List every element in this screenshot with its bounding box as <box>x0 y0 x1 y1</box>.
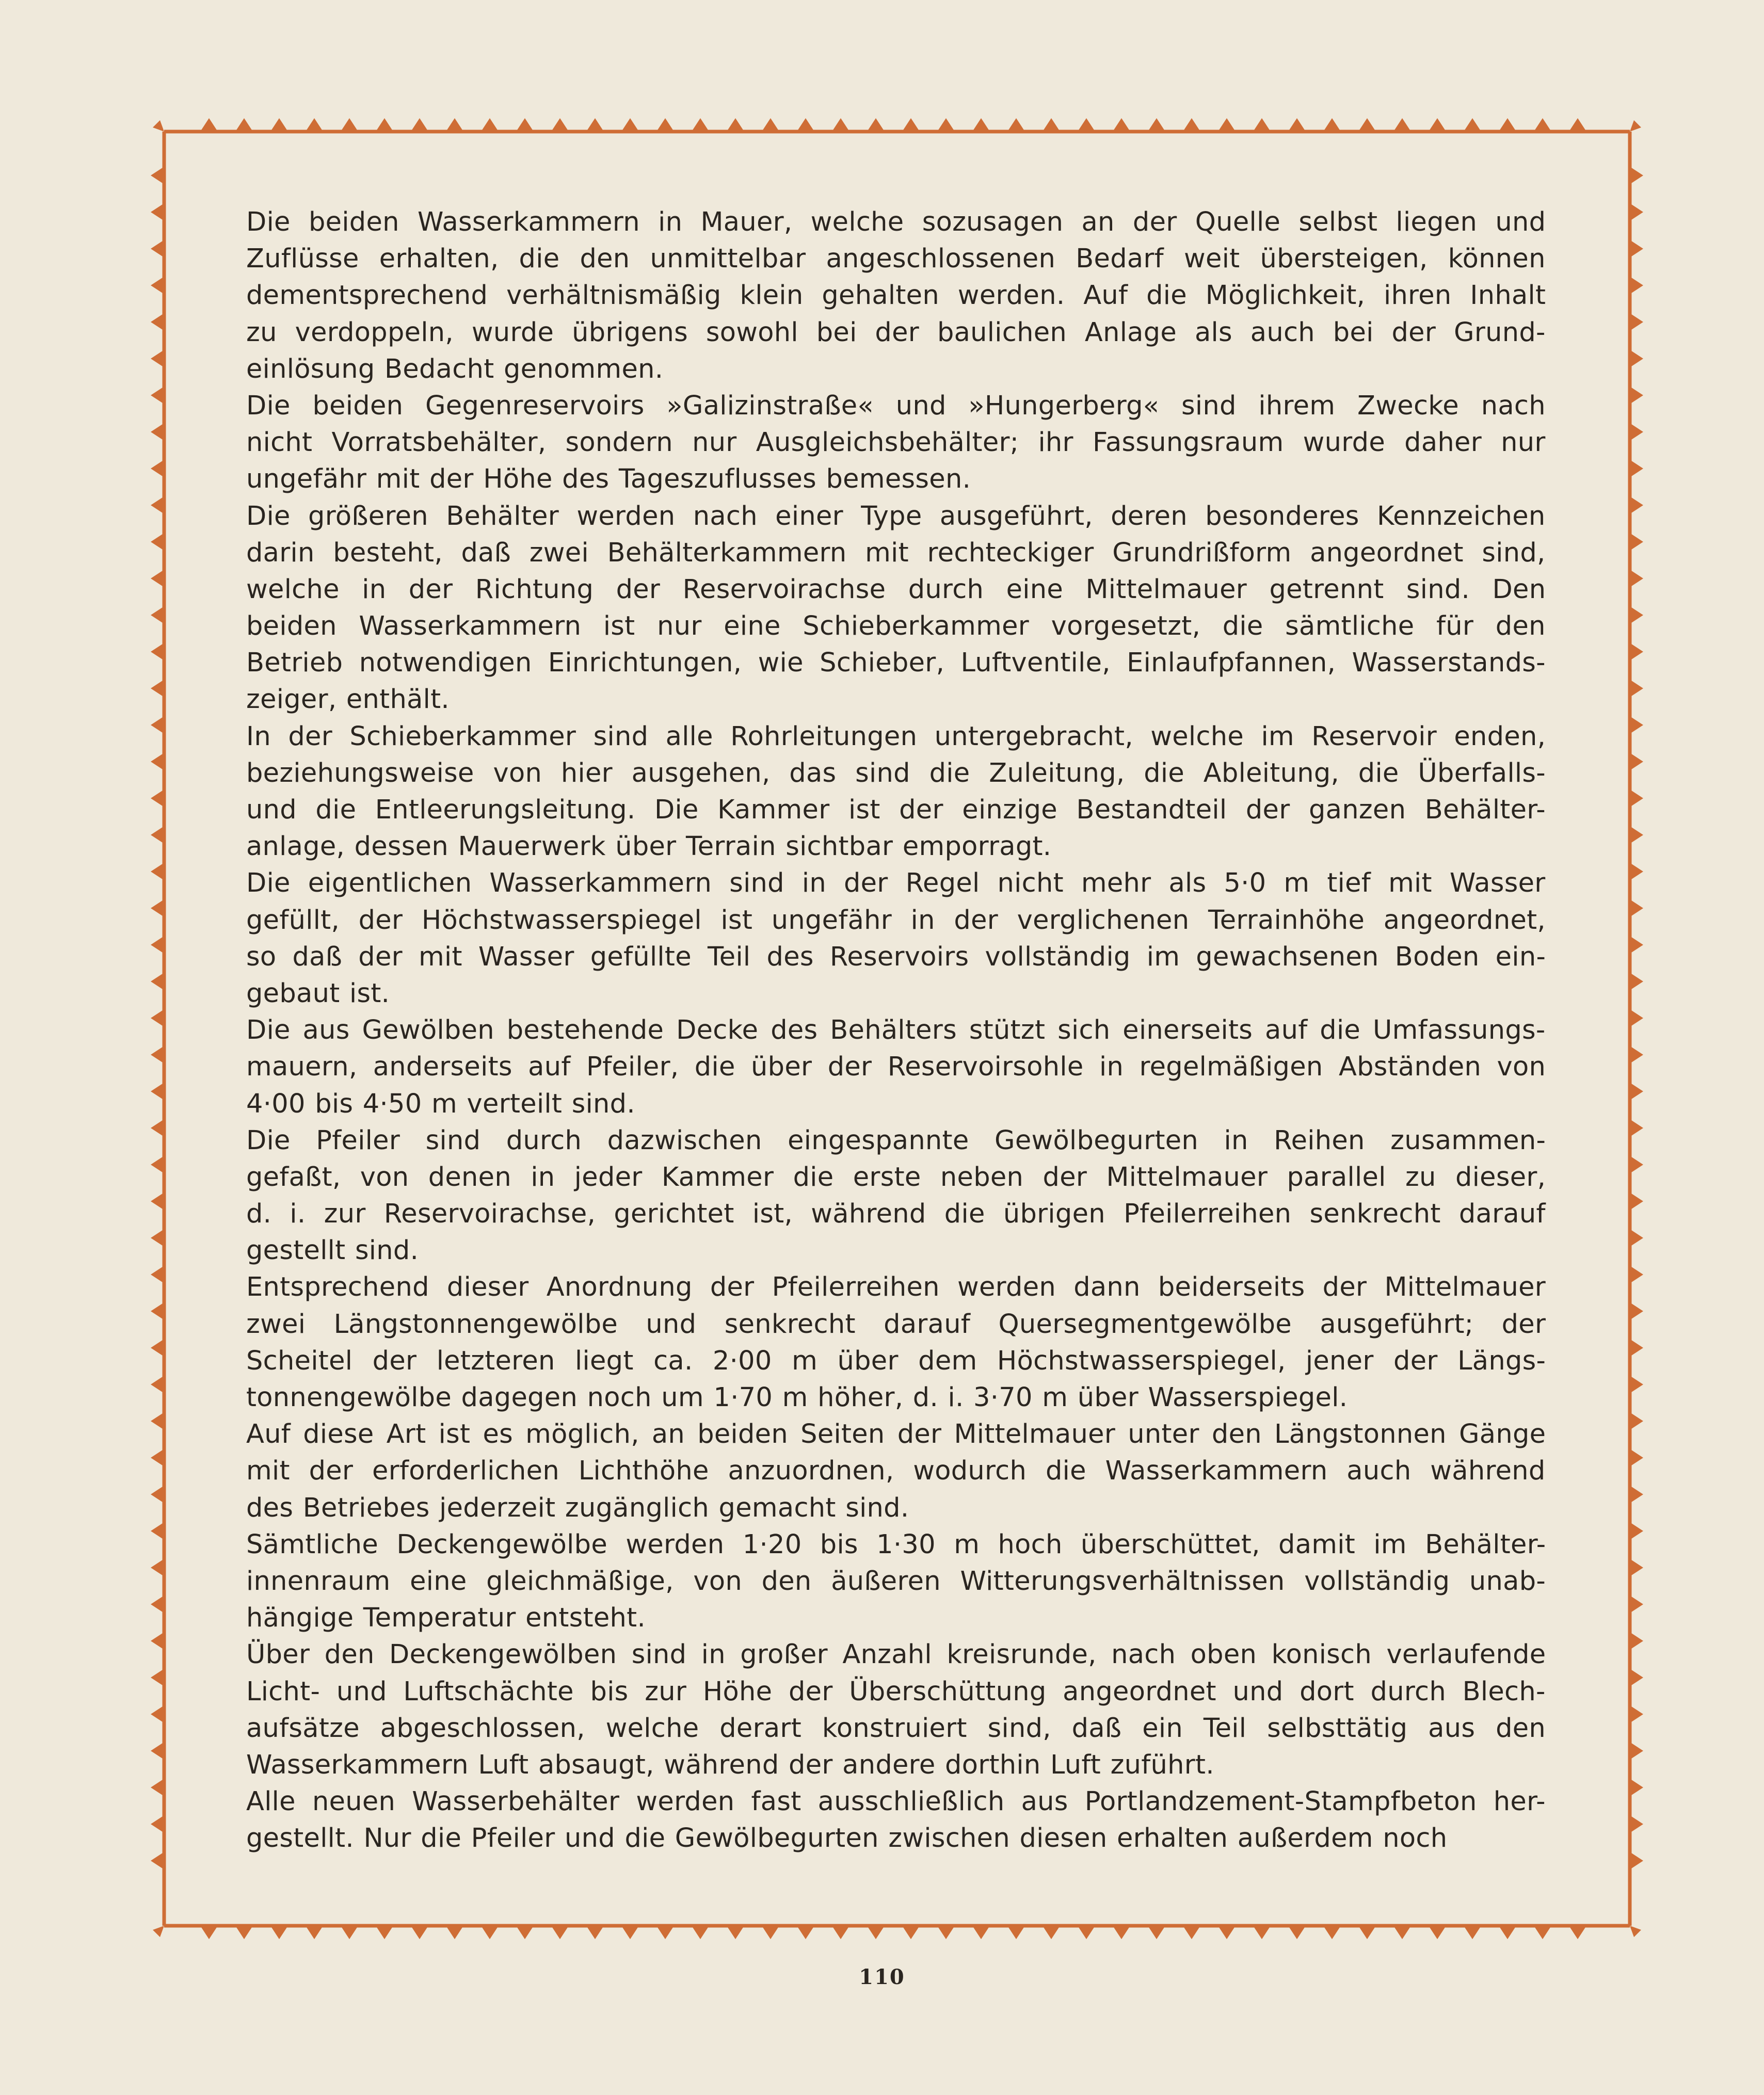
paragraph <box>246 1269 1546 1416</box>
text-line: Wasserkammern Luft absaugt, während der andere dorthin Luft zuführt. <box>246 1749 1214 1780</box>
border-triangle <box>762 118 779 132</box>
border-triangle <box>1393 118 1411 132</box>
border-triangle <box>151 1632 164 1650</box>
border-triangle <box>1630 1486 1643 1503</box>
border-triangle <box>867 1926 885 1939</box>
paragraph <box>246 1526 1546 1637</box>
border-triangle <box>481 118 499 132</box>
border-triangle <box>1630 533 1643 551</box>
border-triangle <box>151 1559 164 1576</box>
border-triangle <box>1464 1926 1481 1939</box>
border-triangle <box>446 1926 463 1939</box>
border-triangle <box>727 1926 744 1939</box>
border-triangle <box>797 118 814 132</box>
border-triangle <box>151 716 164 734</box>
text-line: d. i. zur Reservoirachse, gerichtet ist, während die übrigen Pfeilerreihen senkrecht darauf <box>246 1199 1546 1230</box>
border-triangle <box>411 118 428 132</box>
border-triangle <box>902 118 920 132</box>
text-line: nicht Vorratsbehälter, sondern nur Ausgleichsbehälter; ihr Fassungsraum wurde daher nur <box>246 427 1546 458</box>
border-triangle <box>151 643 164 660</box>
border-triangle <box>151 826 164 844</box>
border-triangle <box>151 899 164 917</box>
border-triangle <box>1630 1632 1643 1650</box>
border-triangle <box>762 1926 779 1939</box>
border-triangle <box>867 118 885 132</box>
border-triangle <box>727 118 744 132</box>
border-triangle <box>832 1926 849 1939</box>
paragraph <box>246 1783 1546 1857</box>
border-triangle <box>151 680 164 697</box>
border-triangle <box>656 118 674 132</box>
border-triangle <box>692 118 709 132</box>
border-triangle <box>551 1926 569 1939</box>
border-triangle <box>151 1596 164 1613</box>
text-line: Auf diese Art ist es möglich, an beiden Seiten der Mittelmauer unter den Längstonnen Gänge <box>246 1419 1546 1450</box>
text-line: gefüllt, der Höchstwasserspiegel ist ungefähr in der verglichenen Terrainhöhe angeordnet, <box>246 905 1546 936</box>
border-triangle <box>1630 789 1643 807</box>
border-triangle <box>151 606 164 624</box>
border-triangle <box>1630 423 1643 441</box>
border-triangle <box>937 1926 955 1939</box>
border-triangle <box>1630 1376 1643 1393</box>
border-triangle <box>1429 118 1446 132</box>
border-triangle <box>200 1926 218 1939</box>
border-triangle <box>1218 1926 1236 1939</box>
border-triangle <box>151 1486 164 1503</box>
border-triangle <box>1078 118 1095 132</box>
border-triangle <box>621 1926 639 1939</box>
border-triangle <box>1630 496 1643 514</box>
border-triangle <box>797 1926 814 1939</box>
border-triangle <box>1630 1266 1643 1283</box>
text-line: dementsprechend verhältnismäßig klein gehalten werden. Auf die Möglichkeit, ihren Inhalt <box>246 280 1546 311</box>
border-triangle <box>1183 118 1200 132</box>
border-triangle <box>516 118 534 132</box>
border-triangle <box>1429 1926 1446 1939</box>
border-triangle <box>1630 826 1643 844</box>
border-triangle <box>1630 716 1643 734</box>
border-corner <box>1630 1926 1641 1937</box>
border-triangle <box>1630 1559 1643 1576</box>
border-triangle <box>151 386 164 404</box>
border-triangle <box>1288 118 1306 132</box>
border-triangle <box>516 1926 534 1939</box>
border-triangle <box>972 118 990 132</box>
border-triangle <box>1288 1926 1306 1939</box>
border-triangle <box>1148 1926 1165 1939</box>
border-triangle <box>1464 118 1481 132</box>
border-triangle <box>972 1926 990 1939</box>
border-triangle <box>1630 753 1643 770</box>
border-triangle <box>1630 1669 1643 1686</box>
border-triangle <box>1630 1742 1643 1760</box>
border-triangle <box>832 118 849 132</box>
border-triangle <box>1253 1926 1271 1939</box>
border-triangle <box>1630 1156 1643 1173</box>
text-line: welche in der Richtung der Reservoirachse durch eine Mittelmauer getrennt sind. Den <box>246 574 1546 605</box>
text-line: Scheitel der letzteren liegt ca. 2·00 m über dem Höchstwasserspiegel, jener der Längs- <box>246 1345 1546 1376</box>
border-triangle <box>937 118 955 132</box>
border-triangle <box>1630 386 1643 404</box>
border-triangle <box>1630 863 1643 880</box>
border-triangle <box>1007 1926 1025 1939</box>
border-triangle <box>1630 313 1643 331</box>
text-line: einlösung Bedacht genommen. <box>246 353 664 384</box>
border-triangle <box>151 533 164 551</box>
text-line: zeiger, enthält. <box>246 684 450 715</box>
paragraph <box>246 204 1546 388</box>
border-triangle <box>1630 277 1643 294</box>
text-line: zu verdoppeln, wurde übrigens sowohl bei der baulichen Anlage als auch bei der Grund- <box>246 317 1546 348</box>
border-triangle <box>1148 118 1165 132</box>
border-triangle <box>151 1742 164 1760</box>
border-triangle <box>341 118 358 132</box>
text-line: Die beiden Wasserkammern in Mauer, welche sozusagen an der Quelle selbst liegen und <box>246 207 1546 237</box>
text-line: des Betriebes jederzeit zugänglich gemacht sind. <box>246 1492 909 1523</box>
border-triangle <box>1630 680 1643 697</box>
border-triangle <box>1499 1926 1516 1939</box>
border-triangle <box>376 118 393 132</box>
border-triangle <box>151 789 164 807</box>
border-triangle <box>341 1926 358 1939</box>
border-triangle <box>151 863 164 880</box>
border-triangle <box>1630 1412 1643 1430</box>
border-triangle <box>1630 240 1643 257</box>
border-triangle <box>151 350 164 367</box>
paragraph <box>246 388 1546 498</box>
paragraph <box>246 1636 1546 1783</box>
border-triangle <box>151 1376 164 1393</box>
border-triangle <box>1043 1926 1060 1939</box>
border-triangle <box>1630 1596 1643 1613</box>
border-triangle <box>1630 1339 1643 1357</box>
border-triangle <box>306 118 323 132</box>
border-triangle <box>1358 1926 1376 1939</box>
border-triangle <box>151 1156 164 1173</box>
border-triangle <box>151 1779 164 1796</box>
border-triangle <box>621 118 639 132</box>
border-triangle <box>151 1412 164 1430</box>
text-line: Licht- und Luftschächte bis zur Höhe der Überschüttung angeordnet und dort durch Blech- <box>246 1676 1546 1707</box>
border-triangle <box>1630 936 1643 954</box>
border-triangle <box>481 1926 499 1939</box>
border-triangle <box>1630 1119 1643 1137</box>
border-triangle <box>151 1815 164 1833</box>
border-triangle <box>151 277 164 294</box>
border-triangle <box>151 1669 164 1686</box>
border-triangle <box>1630 1779 1643 1796</box>
text-line: tonnengewölbe dagegen noch um 1·70 m höher, d. i. 3·70 m über Wasserspiegel. <box>246 1382 1348 1413</box>
border-triangle <box>151 1852 164 1870</box>
paragraph <box>246 718 1546 865</box>
border-triangle <box>270 118 288 132</box>
text-line: gestellt. Nur die Pfeiler und die Gewölbegurten zwischen diesen erhalten außerdem noch <box>246 1823 1448 1854</box>
border-triangle <box>1113 118 1130 132</box>
text-line: anlage, dessen Mauerwerk über Terrain sichtbar emporragt. <box>246 831 1052 862</box>
text-line: aufsätze abgeschlossen, welche derart konstruiert sind, daß ein Teil selbsttätig aus den <box>246 1713 1546 1744</box>
border-triangle <box>151 423 164 441</box>
text-line: beiden Wasserkammern ist nur eine Schieberkammer vorgesetzt, die sämtliche für den <box>246 611 1546 642</box>
paragraph <box>246 865 1546 1012</box>
text-line: so daß der mit Wasser gefüllte Teil des Reservoirs vollständig im gewachsenen Boden ein- <box>246 941 1546 972</box>
border-triangle <box>586 1926 604 1939</box>
text-line: ungefähr mit der Höhe des Tageszuflusses bemessen. <box>246 464 971 495</box>
border-triangle <box>151 570 164 587</box>
border-triangle <box>656 1926 674 1939</box>
paragraph <box>246 498 1546 718</box>
paragraph <box>246 1012 1546 1122</box>
border-triangle <box>1630 203 1643 221</box>
text-line: Die Pfeiler sind durch dazwischen eingespannte Gewölbegurten in Reihen zusammen- <box>246 1125 1546 1156</box>
border-triangle <box>1043 118 1060 132</box>
border-triangle <box>306 1926 323 1939</box>
text-line: In der Schieberkammer sind alle Rohrleitungen untergebracht, welche im Reservoir enden, <box>246 721 1546 752</box>
text-line: Die eigentlichen Wasserkammern sind in der Regel nicht mehr als 5·0 m tief mit Wasser <box>246 868 1546 899</box>
text-line: mit der erforderlichen Lichthöhe anzuordnen, wodurch die Wasserkammern auch während <box>246 1456 1546 1487</box>
text-line: gestellt sind. <box>246 1235 419 1266</box>
border-triangle <box>151 1522 164 1540</box>
text-line: 4·00 bis 4·50 m verteilt sind. <box>246 1088 635 1119</box>
border-triangle <box>1007 118 1025 132</box>
border-triangle <box>1499 118 1516 132</box>
border-triangle <box>1183 1926 1200 1939</box>
text-line: zwei Längstonnengewölbe und senkrecht darauf Quersegmentgewölbe ausgeführt; der <box>246 1309 1546 1340</box>
border-triangle <box>151 203 164 221</box>
border-triangle <box>1323 118 1341 132</box>
border-triangle <box>151 753 164 770</box>
border-triangle <box>1358 118 1376 132</box>
page-number: 110 <box>859 1965 905 1989</box>
text-line: Die größeren Behälter werden nach einer Type ausgeführt, deren besonderes Kennzeichen <box>246 501 1546 531</box>
border-triangle <box>151 1302 164 1320</box>
border-triangle <box>151 1119 164 1137</box>
text-line: hängige Temperatur entsteht. <box>246 1603 646 1634</box>
text-line: innenraum eine gleichmäßige, von den äußeren Witterungsverhältnissen vollständig unab- <box>246 1566 1546 1597</box>
border-triangle <box>151 1339 164 1357</box>
border-triangle <box>151 1266 164 1283</box>
text-line: Sämtliche Deckengewölbe werden 1·20 bis 1·30 m hoch überschüttet, damit im Behälter- <box>246 1529 1546 1560</box>
border-triangle <box>151 1449 164 1466</box>
border-triangle <box>200 118 218 132</box>
border-triangle <box>586 118 604 132</box>
border-triangle <box>1569 1926 1586 1939</box>
border-triangle <box>902 1926 920 1939</box>
border-triangle <box>1218 118 1236 132</box>
text-line: Zuflüsse erhalten, die den unmittelbar angeschlossenen Bedarf weit übersteigen, können <box>246 244 1546 275</box>
border-triangle <box>1630 350 1643 367</box>
border-triangle <box>1078 1926 1095 1939</box>
border-triangle <box>235 1926 253 1939</box>
border-triangle <box>1630 1302 1643 1320</box>
border-triangle <box>1630 1522 1643 1540</box>
body-text <box>246 204 1546 1865</box>
border-triangle <box>1630 570 1643 587</box>
border-triangle <box>1630 1815 1643 1833</box>
border-triangle <box>376 1926 393 1939</box>
border-triangle <box>692 1926 709 1939</box>
border-triangle <box>1630 643 1643 660</box>
border-triangle <box>1630 1852 1643 1870</box>
border-corner <box>1630 120 1641 132</box>
border-triangle <box>235 118 253 132</box>
border-triangle <box>1630 973 1643 990</box>
text-line: gebaut ist. <box>246 978 390 1009</box>
border-triangle <box>1630 1083 1643 1100</box>
border-triangle <box>1630 460 1643 477</box>
text-line: darin besteht, daß zwei Behälterkammern mit rechteckiger Grundrißform angeordnet sind, <box>246 537 1546 568</box>
border-triangle <box>1534 118 1551 132</box>
text-line: Die aus Gewölben bestehende Decke des Behälters stützt sich einerseits auf die Umfassungs- <box>246 1015 1546 1046</box>
text-line: mauern, anderseits auf Pfeiler, die über der Reservoirsohle in regelmäßigen Abständen von <box>246 1052 1546 1083</box>
border-triangle <box>151 167 164 184</box>
border-triangle <box>411 1926 428 1939</box>
paragraph <box>246 1416 1546 1526</box>
border-triangle <box>1253 118 1271 132</box>
text-line: Betrieb notwendigen Einrichtungen, wie Schieber, Luftventile, Einlaufpfannen, Wasserstands- <box>246 648 1546 679</box>
border-triangle <box>1323 1926 1341 1939</box>
paragraph <box>246 1122 1546 1269</box>
border-triangle <box>151 1083 164 1100</box>
border-triangle <box>1630 899 1643 917</box>
border-triangle <box>151 973 164 990</box>
border-triangle <box>151 460 164 477</box>
border-triangle <box>1630 1705 1643 1723</box>
border-triangle <box>1630 1009 1643 1027</box>
border-triangle <box>1569 118 1586 132</box>
border-corner <box>153 1926 164 1937</box>
text-line: Die beiden Gegenreservoirs »Galizinstraße« und »Hungerberg« sind ihrem Zwecke nach <box>246 390 1546 421</box>
border-triangle <box>1534 1926 1551 1939</box>
border-triangle <box>1630 606 1643 624</box>
border-triangle <box>151 313 164 331</box>
text-line: beziehungsweise von hier ausgehen, das sind die Zuleitung, die Ableitung, die Überfalls- <box>246 758 1546 788</box>
text-line: gefaßt, von denen in jeder Kammer die erste neben der Mittelmauer parallel zu dieser, <box>246 1162 1546 1192</box>
text-line: und die Entleerungsleitung. Die Kammer ist der einzige Bestandteil der ganzen Behälter- <box>246 795 1546 825</box>
text-line: Alle neuen Wasserbehälter werden fast ausschließlich aus Portlandzement-Stampfbeton her- <box>246 1786 1546 1817</box>
border-triangle <box>151 1046 164 1063</box>
border-triangle <box>1393 1926 1411 1939</box>
border-triangle <box>270 1926 288 1939</box>
border-triangle <box>151 1009 164 1027</box>
border-triangle <box>446 118 463 132</box>
border-triangle <box>1630 1229 1643 1247</box>
border-triangle <box>151 496 164 514</box>
border-triangle <box>151 1229 164 1247</box>
border-triangle <box>1630 1192 1643 1210</box>
border-corner <box>153 120 164 132</box>
border-triangle <box>1630 1449 1643 1466</box>
border-triangle <box>151 1192 164 1210</box>
border-triangle <box>151 936 164 954</box>
border-triangle <box>1113 1926 1130 1939</box>
border-triangle <box>1630 1046 1643 1063</box>
border-triangle <box>551 118 569 132</box>
border-triangle <box>151 240 164 257</box>
border-triangle <box>151 1705 164 1723</box>
border-triangle <box>1630 167 1643 184</box>
text-line: Über den Deckengewölben sind in großer Anzahl kreisrunde, nach oben konisch verlaufende <box>246 1639 1546 1670</box>
text-line: Entsprechend dieser Anordnung der Pfeilerreihen werden dann beiderseits der Mittelmauer <box>246 1272 1546 1303</box>
